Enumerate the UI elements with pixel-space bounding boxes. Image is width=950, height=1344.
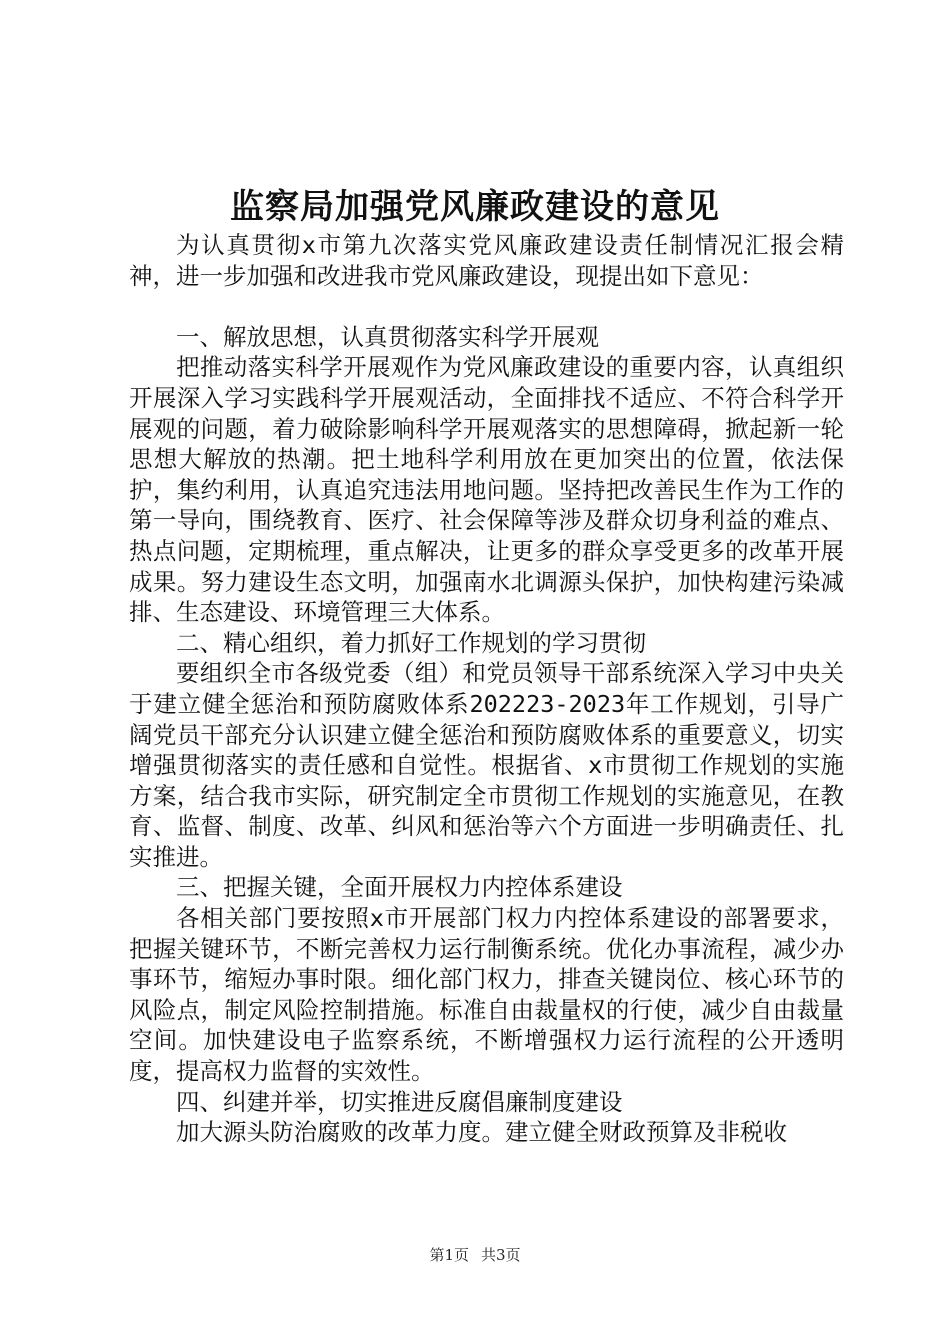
document-title: 监察局加强党风廉政建设的意见 [230, 187, 720, 227]
intro-paragraph: 为认真贯彻x市第九次落实党风廉政建设责任制情况汇报会精神，进一步加强和改进我市党风廉政建设，现提出如下意见： [129, 231, 844, 290]
page-total: 共3页 [481, 1246, 521, 1264]
section-4-body: 加大源头防治腐败的改革力度。建立健全财政预算及非税收 [176, 1118, 787, 1147]
section-4-heading: 四、纠建并举，切实推进反腐倡廉制度建设 [176, 1087, 623, 1116]
section-3-heading: 三、把握关键，全面开展权力内控体系建设 [176, 873, 623, 902]
section-1-heading: 一、解放思想，认真贯彻落实科学开展观 [176, 322, 599, 351]
document-body [129, 230, 844, 1148]
section-3-body: 各相关部门要按照x市开展部门权力内控体系建设的部署要求，把握关键环节，不断完善权力运行制衡系统。优化办事流程，减少办事环节，缩短办事时限。细化部门权力，排查关键岗位、核心环节的风险点，制定风险控制措施。标准自由裁量权的行使，减少自由裁量空间。加快建设电子监察系统，不断增强权力运行流程的公开透明度，提高权力监督的实效性。 [129, 904, 844, 1086]
section-1-body: 把推动落实科学开展观作为党风廉政建设的重要内容，认真组织开展深入学习实践科学开展观活动，全面排找不适应、不符合科学开展观的问题，着力破除影响科学开展观落实的思想障碍，掀起新一轮思想大解放的热潮。把土地科学利用放在更加突出的位置，依法保护，集约利用，认真追究违法用地问题。坚持把改善民生作为工作的第一导向，围绕教育、医疗、社会保障等涉及群众切身利益的难点、热点问题，定期梳理，重点解决，让更多的群众享受更多的改革开展成果。努力建设生态文明，加强南水北调源头保护，加快构建污染减排、生态建设、环境管理三大体系。 [129, 353, 844, 627]
page-footer [0, 1245, 950, 1265]
page-number: 第1页 [429, 1246, 469, 1264]
section-2-body: 要组织全市各级党委（组）和党员领导干部系统深入学习中央关于建立健全惩治和预防腐败体系202223-2023年工作规划，引导广阔党员干部充分认识建立健全惩治和预防腐败体系的重要意义，切实增强贯彻落实的责任感和自觉性。根据省、x市贯彻工作规划的实施方案，结合我市实际，研究制定全市贯彻工作规划的实施意见，在教育、监督、制度、改革、纠风和惩治等六个方面进一步明确责任、扎实推进。 [129, 659, 844, 871]
section-2-heading: 二、精心组织，着力抓好工作规划的学习贯彻 [176, 628, 646, 657]
